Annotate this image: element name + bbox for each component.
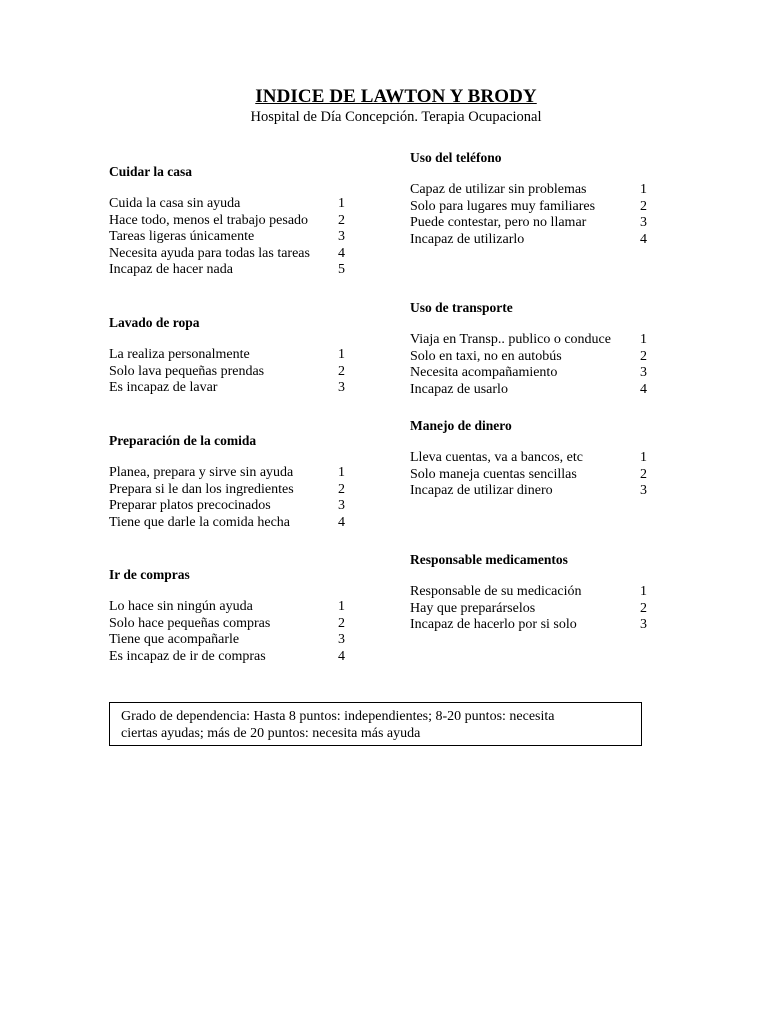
item-score: 1: [338, 347, 345, 362]
item-score: 1: [640, 332, 647, 347]
item-label: La realiza personalmente: [109, 347, 250, 362]
item-score: 1: [338, 196, 345, 211]
item-score: 2: [338, 212, 345, 228]
section-cuidar-la-casa: [109, 163, 345, 279]
item-label: Tiene que darle la comida hecha: [109, 514, 291, 530]
item-label: Preparar platos precocinados: [109, 498, 271, 514]
item-score: 4: [338, 648, 345, 664]
item-label: Capaz de utilizar sin problemas: [410, 182, 587, 197]
list-item: [410, 450, 647, 467]
item-label: Incapaz de hacer nada: [109, 262, 233, 278]
list-item: [410, 381, 647, 399]
item-score: 3: [338, 229, 345, 245]
item-score: 3: [640, 617, 647, 633]
list-item: [109, 212, 345, 230]
item-label: Necesita ayuda para todas las tareas: [109, 245, 310, 261]
item-label: Solo lava pequeñas prendas: [109, 363, 265, 379]
item-label: Es incapaz de lavar: [109, 380, 218, 396]
item-score: 2: [338, 363, 345, 379]
item-label: Prepara si le dan los ingredientes: [109, 481, 294, 497]
page-title: INDICE DE LAWTON Y BRODY: [255, 86, 537, 107]
list-item: [109, 262, 345, 279]
section-heading: Uso de transporte: [410, 300, 513, 315]
item-label: Tareas ligeras únicamente: [109, 229, 255, 245]
list-item: [109, 514, 345, 532]
item-label: Responsable de su medicación: [410, 584, 582, 599]
page-subtitle: Hospital de Día Concepción. Terapia Ocupacional: [250, 109, 542, 125]
item-label: Lleva cuentas, va a bancos, etc: [410, 450, 583, 465]
item-score: 2: [640, 600, 647, 616]
section-heading: Uso del teléfono: [410, 150, 502, 165]
section-heading: Manejo de dinero: [410, 418, 512, 433]
item-score: 3: [640, 483, 647, 499]
dependency-note-line-2: ciertas ayudas; más de 20 puntos: necesita más ayuda: [121, 726, 421, 741]
list-item: [410, 231, 647, 249]
list-item: [109, 196, 345, 213]
dependency-note-box: [109, 702, 642, 746]
list-item: [410, 600, 647, 618]
item-label: Hay que preparárselos: [410, 600, 536, 616]
item-score: 2: [640, 198, 647, 214]
item-label: Solo para lugares muy familiares: [410, 198, 596, 214]
item-label: Hace todo, menos el trabajo pesado: [109, 212, 309, 228]
list-item: [109, 363, 345, 381]
item-score: 1: [338, 465, 345, 480]
item-score: 3: [640, 215, 647, 231]
section-manejo-de-dinero: [410, 417, 647, 500]
section-heading: Cuidar la casa: [109, 164, 193, 179]
item-score: 3: [640, 365, 647, 381]
item-score: 2: [640, 348, 647, 364]
section-responsable-medicamentos: [410, 551, 647, 634]
list-item: [410, 332, 647, 349]
list-item: [109, 347, 345, 364]
section-heading: Lavado de ropa: [109, 315, 200, 330]
list-item: [109, 599, 345, 616]
dependency-note-line-1: Grado de dependencia: Hasta 8 puntos: independientes; 8-20 puntos: necesita: [121, 709, 555, 724]
section-heading: Ir de compras: [109, 567, 190, 582]
item-label: Es incapaz de ir de compras: [109, 648, 266, 664]
list-item: [109, 648, 345, 666]
item-score: 1: [338, 599, 345, 614]
item-label: Solo hace pequeñas compras: [109, 615, 271, 631]
item-label: Planea, prepara y sirve sin ayuda: [109, 465, 294, 480]
item-label: Incapaz de utilizarlo: [410, 231, 525, 247]
list-item: [410, 365, 647, 382]
section-uso-de-transporte: [410, 299, 647, 398]
list-item: [410, 584, 647, 601]
list-item: [109, 615, 345, 633]
item-score: 4: [338, 245, 345, 261]
list-item: [109, 229, 345, 246]
list-item: [410, 483, 647, 500]
section-heading: Preparación de la comida: [109, 433, 257, 448]
item-label: Lo hace sin ningún ayuda: [109, 599, 253, 614]
item-label: Incapaz de utilizar dinero: [410, 483, 553, 499]
item-score: 5: [338, 262, 345, 278]
item-label: Solo maneja cuentas sencillas: [410, 466, 577, 482]
item-score: 2: [640, 466, 647, 482]
item-score: 1: [640, 584, 647, 599]
list-item: [109, 632, 345, 649]
list-item: [410, 182, 647, 199]
item-label: Puede contestar, pero no llamar: [410, 215, 587, 231]
item-label: Incapaz de hacerlo por si solo: [410, 617, 577, 633]
section-uso-del-telefono: [410, 149, 647, 248]
list-item: [109, 245, 345, 263]
list-item: [410, 617, 647, 634]
section-lavado-de-ropa: [109, 314, 345, 397]
item-label: Solo en taxi, no en autobús: [410, 348, 562, 364]
item-score: 1: [640, 182, 647, 197]
list-item: [109, 498, 345, 515]
item-score: 4: [338, 514, 345, 530]
list-item: [410, 466, 647, 484]
item-score: 1: [640, 450, 647, 465]
list-item: [410, 215, 647, 232]
item-label: Cuida la casa sin ayuda: [109, 196, 241, 211]
section-ir-de-compras: [109, 566, 345, 665]
item-score: 3: [338, 498, 345, 514]
list-item: [109, 465, 345, 482]
item-label: Viaja en Transp.. publico o conduce: [410, 332, 611, 347]
item-label: Incapaz de usarlo: [410, 381, 508, 397]
item-score: 3: [338, 632, 345, 648]
list-item: [410, 198, 647, 216]
item-score: 2: [338, 481, 345, 497]
item-label: Necesita acompañamiento: [410, 365, 558, 381]
list-item: [109, 380, 345, 397]
list-item: [109, 481, 345, 499]
item-score: 3: [338, 380, 345, 396]
item-score: 2: [338, 615, 345, 631]
item-score: 4: [640, 231, 647, 247]
item-label: Tiene que acompañarle: [109, 632, 240, 648]
section-preparacion-de-la-comida: [109, 432, 345, 531]
section-heading: Responsable medicamentos: [410, 552, 568, 567]
item-score: 4: [640, 381, 647, 397]
list-item: [410, 348, 647, 366]
